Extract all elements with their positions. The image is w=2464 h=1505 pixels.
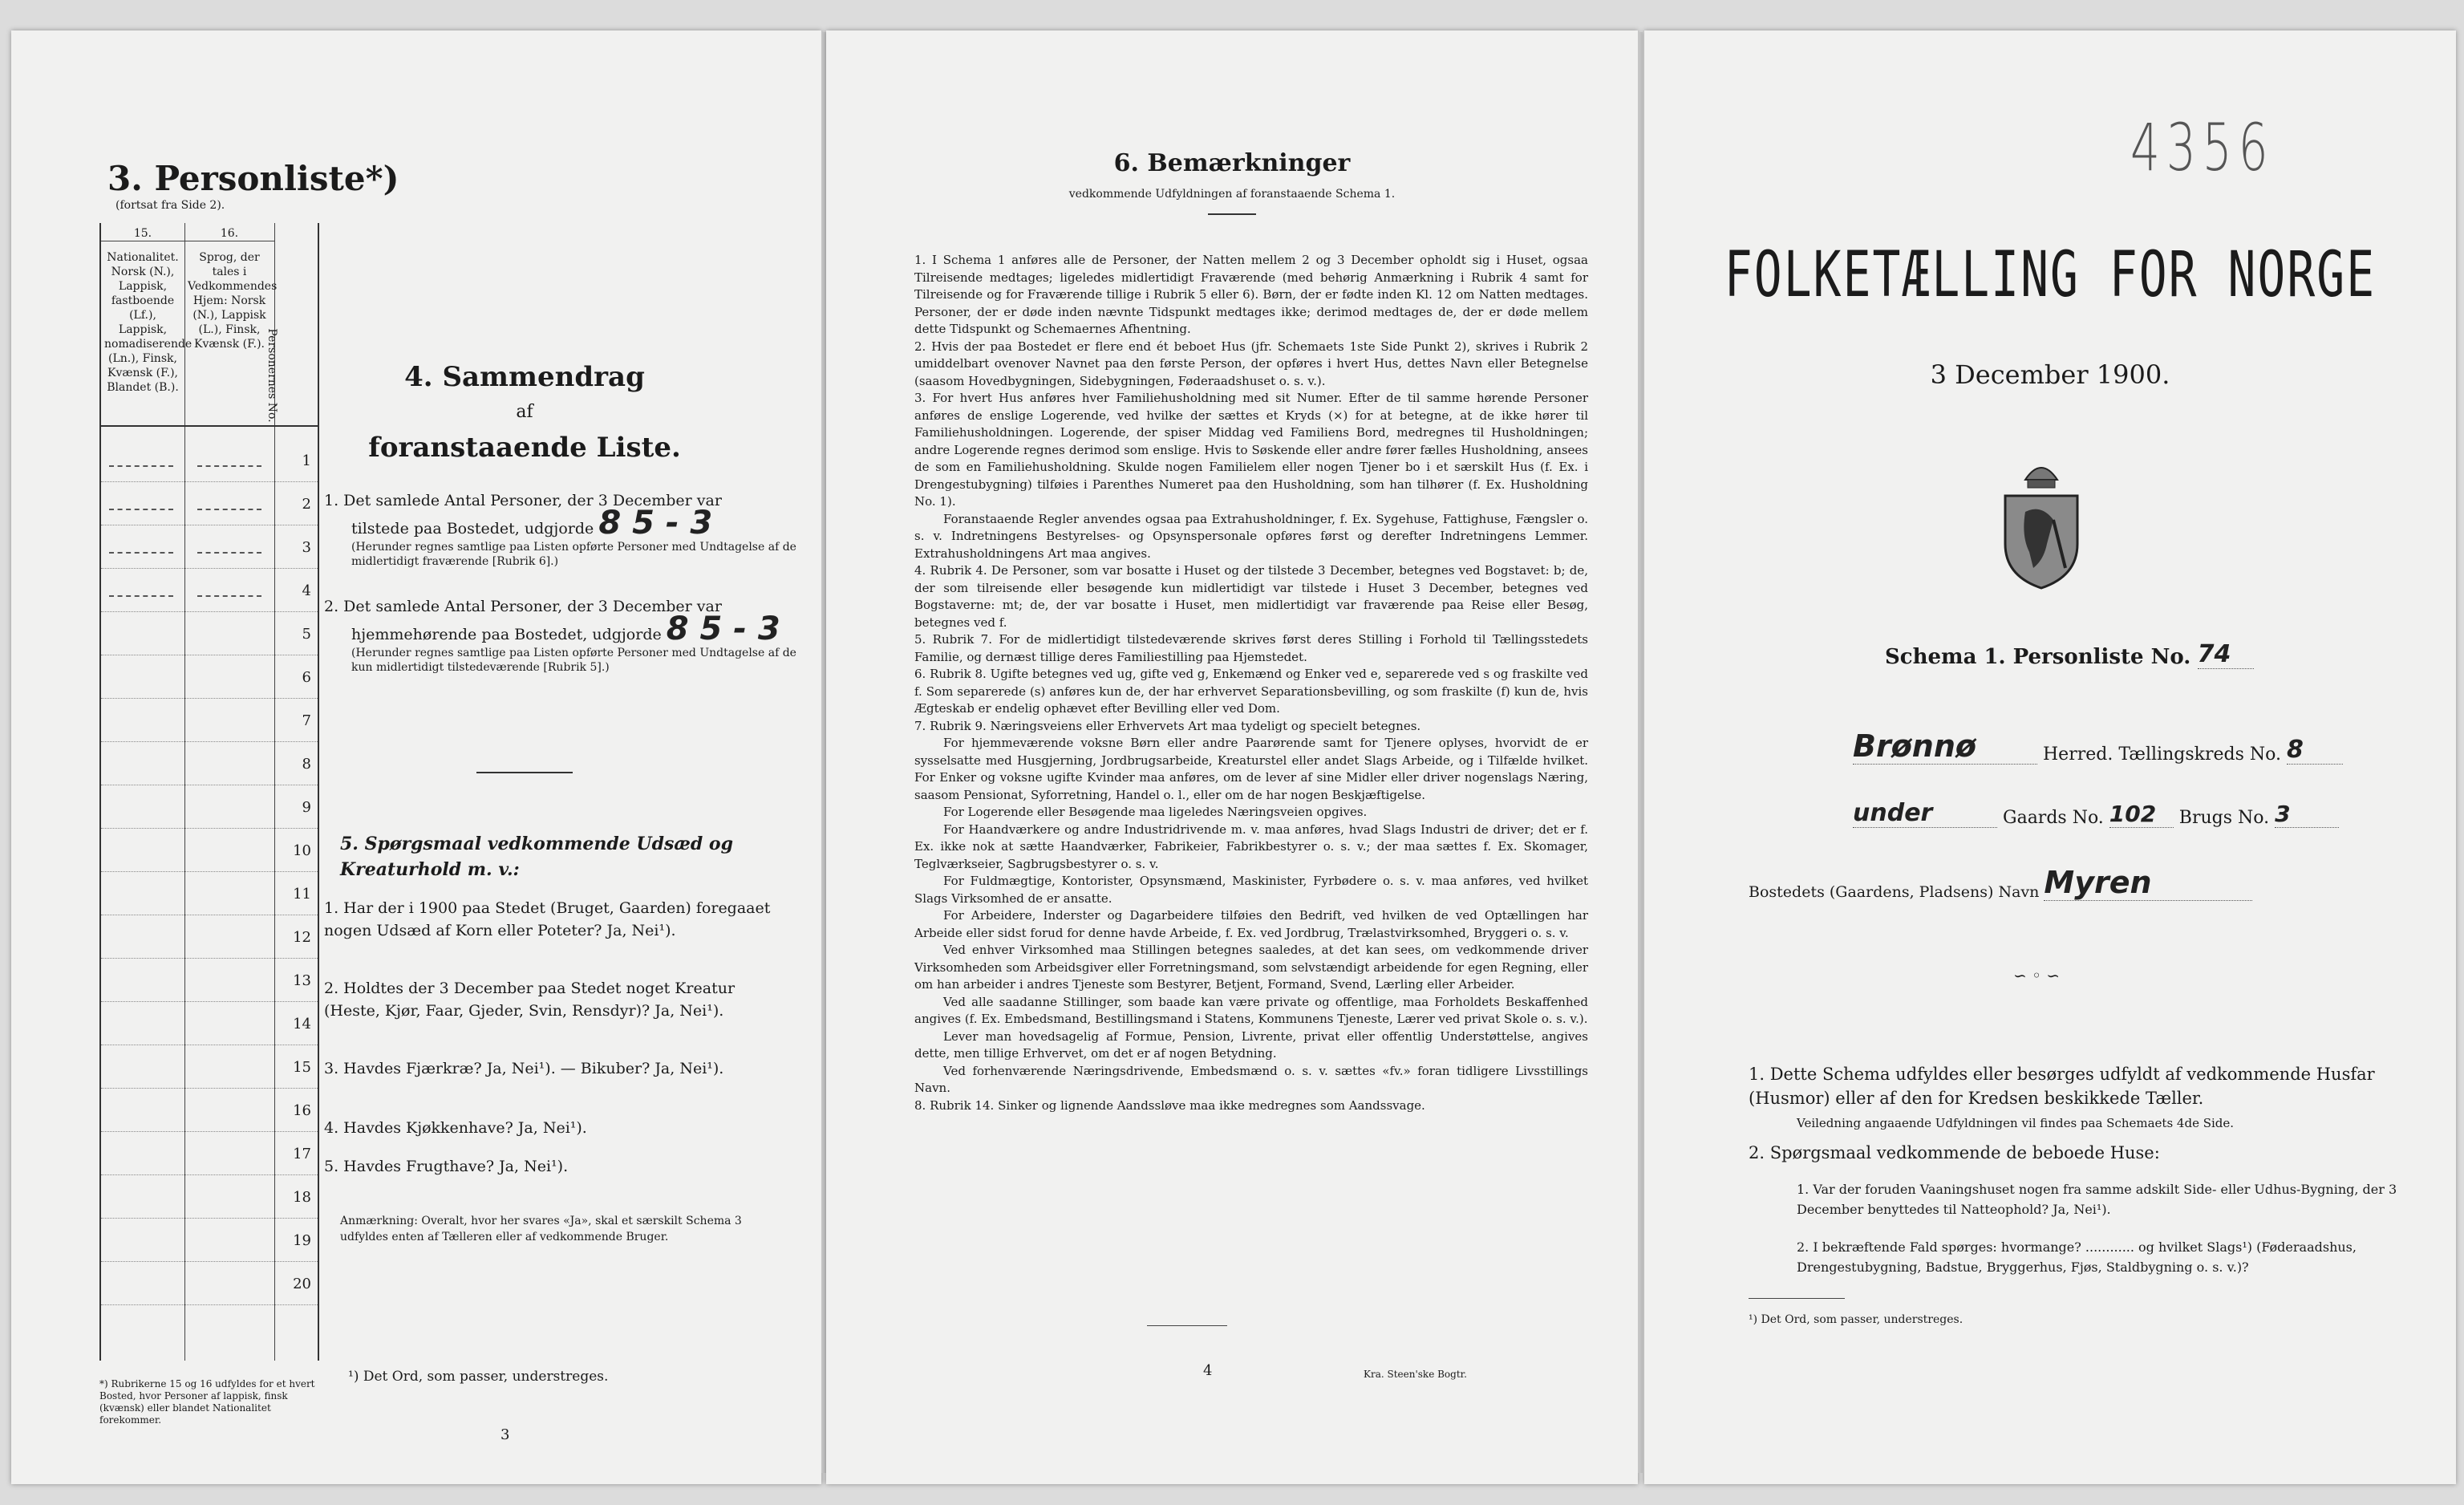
table-row: 11 — [101, 874, 318, 915]
page-number: 4 — [1203, 1362, 1213, 1379]
instruction-2-question-1: 1. Var der foruden Vaaningshuset nogen fra samme adskilt Side- eller Udhus-Bygning, der 3 December benyttedes til Natteophold? Ja, Nei¹). — [1797, 1182, 2397, 1217]
remark-paragraph: 7. Rubrik 9. Næringsveiens eller Erhvervets Art maa tydeligt og specielt betegnes. — [914, 718, 1421, 733]
table-row: 14 — [101, 1004, 318, 1045]
page-number: 3 — [500, 1426, 510, 1443]
handwritten-resident-count: 8 5 - 3 — [666, 611, 780, 647]
table-row: 9 — [101, 788, 318, 829]
table-row: 2 — [101, 485, 318, 525]
section5-question-5: 5. Havdes Frugthave? Ja, Nei¹). — [324, 1158, 569, 1175]
remark-paragraph: 5. Rubrik 7. For de midlertidigt tilstedeværende skrives først deres Stilling i Forhold til Tællingsstedets Familie, og dernæst tillige deres Familiestilling paa Hjemstedet. — [914, 632, 1588, 664]
section6-body — [914, 252, 1588, 1114]
page3-footnote: ¹) Det Ord, som passer, understreges. — [1749, 1313, 1964, 1326]
col15-header: Nationalitet. Norsk (N.), Lappisk, fastboende (Lf.), Lappisk, nomadiserende (Ln.), Finsk, Kvænsk (F.), Blandet (B.). — [104, 251, 192, 394]
table-row: 4 — [101, 571, 318, 612]
census-title: FOLKETÆLLING FOR NORGE — [1724, 237, 2377, 311]
section4-question-2: 2. Det samlede Antal Personer, der 3 December var hjemmehørende paa Bostedet, udgjorde 8 5 - 3 (Herunder regnes samtlige paa Listen opførte Personer med Undtagelse af de kun midlertidigt tilstedeværende [Rubrik 5].) — [324, 598, 796, 674]
table-row: 6 — [101, 658, 318, 699]
kreds-value: 8 — [2287, 736, 2343, 765]
page-personliste — [11, 30, 821, 1484]
col16-number: 16. — [184, 226, 274, 241]
instruction-1-note: Veiledning angaaende Udfyldningen vil findes paa Schemaets 4de Side. — [1797, 1116, 2235, 1130]
remark-paragraph: 3. For hvert Hus anføres hver Familiehusholdning med sit Numer. Efter de til samme hørende Personer anføres de enslige Logerende, ved hvilke der sættes et Kryds (×) for at betegne, at de ikke hører til Familiehusholdningen. Logerende, der spiser Middag ved Familiens Bord, medregnes til Husholdningen; andre Logerende regnes derimod som enslige. Hvis to Søskende eller andre fører fælles Husholdning, ansees de som en Familiehusholdning. Skulde nogen Familielem eller nogen Tjener bo i et særskilt Hus (f. Ex. i Drengestubygning) tilføies i Parenthes Numeret paa den Husholdning, som han tilhører (f. Ex. Husholdning No. 1). — [914, 391, 1588, 509]
section4-question-1: 1. Det samlede Antal Personer, der 3 December var tilstede paa Bostedet, udgjorde 8 5 - 3 (Herunder regnes samtlige paa Listen opførte Personer med Undtagelse af de midlertidigt fraværende [Rubrik 6].) — [324, 492, 796, 568]
divider — [476, 772, 573, 773]
remark-paragraph: For Logerende eller Besøgende maa ligeledes Næringsveien opgives. — [943, 805, 1368, 819]
remark-paragraph: Lever man hovedsagelig af Formue, Pension, Livrente, privat eller offentlig Understøttelse, angives dette, men tillige Erhvervet, om det er af nogen Betydning. — [914, 1028, 1588, 1061]
schema-line: Schema 1. Personliste No. 74 — [1885, 640, 2254, 669]
ornament-icon: ∽ ◦ ∽ — [2013, 966, 2061, 985]
table-row: 18 — [101, 1178, 318, 1219]
instruction-2: 2. Spørgsmaal vedkommende de beboede Huse: — [1749, 1143, 2160, 1162]
remark-paragraph: Ved forhenværende Næringsdrivende, Embedsmænd o. s. v. sættes «fv.» foran tidligere Livsstillings Navn. — [914, 1063, 1588, 1095]
gaards-line: under Gaards No. 102 Brugs No. 3 — [1853, 799, 2414, 828]
col15-number: 15. — [101, 226, 184, 241]
gaards-prefix: under — [1853, 799, 1997, 828]
remark-paragraph: For Arbeidere, Inderster og Dagarbeidere tilføies den Bedrift, ved hvilken de ved Optællingen har Arbeide eller sidst forud for denne havde Arbeide, f. Ex. ved Jordbrug, Trælastvirksomhed, Bryggeri o. s. v. — [914, 908, 1588, 940]
remark-paragraph: For Fuldmægtige, Kontorister, Opsynsmænd, Maskinister, Fyrbødere o. s. v. maa anføres, ved hvilket Slags Virksomhed de er ansatte. — [914, 874, 1588, 906]
anmaerkning-note: Anmærkning: Overalt, hvor her svares «Ja», skal et særskilt Schema 3 udfyldes enten af Tælleren eller af vedkommende Bruger. — [340, 1215, 742, 1243]
archive-number: 4356 — [2130, 109, 2275, 186]
table-row: 1 — [101, 441, 318, 482]
remark-paragraph: 6. Rubrik 8. Ugifte betegnes ved ug, gifte ved g, Enkemænd og Enker ved e, separerede ved s og fraskilte ved f. Som separerede (s) anføres kun de, der har erhvervet Separationsbevilling, og som fraskilte (f) kun de, hvis Ægteskab er endelig ophævet efter Bevilling eller ved Dom. — [914, 667, 1588, 716]
page-fold — [1638, 32, 1643, 1473]
table-row: 20 — [101, 1264, 318, 1305]
col16-header: Sprog, der tales i Vedkommendes Hjem: Norsk (N.), Lappisk (L.), Finsk, Kvænsk (F.). — [188, 251, 278, 351]
table-row: 10 — [101, 831, 318, 872]
divider — [1208, 213, 1256, 215]
table-row: 12 — [101, 918, 318, 959]
instruction-2-question-2: 2. I bekræftende Fald spørges: hvormange? ............ og hvilket Slags¹) (Føderaadshus, Drengestubygning, Badstue, Bryggerhus, Fjøs, Staldbygning o. s. v.)? — [1797, 1239, 2357, 1275]
table-row: 3 — [101, 528, 318, 569]
bosted-value: Myren — [2044, 865, 2252, 901]
page-cover — [1644, 30, 2456, 1484]
remark-paragraph: 1. I Schema 1 anføres alle de Personer, der Natten mellem 2 og 3 December opholdt sig i Huset, ogsaa Tilreisende medtages; ligeledes midlertidigt Fraværende (med behørig Anmærkning i Rubrik 4 samt for Tilreisende og for Fraværende tillige i Rubrik 5 eller 6). Børn, der er fødte inden Kl. 12 om Natten medtages. Personer, der er døde inden nævnte Tidspunkt medtages ikke; derimod medtages de, der er døde mellem dette Tidspunkt og Schemaernes Afhentning. — [914, 253, 1588, 336]
herred-line: Brønnø Herred. Tællingskreds No. 8 — [1853, 728, 2414, 765]
remark-paragraph: 2. Hvis der paa Bostedet er flere end ét beboet Hus (jfr. Schemaets 1ste Side Punkt 2), skrives i Rubrik 2 umiddelbart ovenover Navnet paa den første Person, der opføres i hvert Hus, dettes Navn eller Betegnelse (saasom Hovedbygningen, Sidebygningen, Føderaadshuset o. s. v.). — [914, 339, 1588, 388]
handwritten-present-count: 8 5 - 3 — [598, 505, 713, 542]
table-header — [101, 223, 318, 427]
table-row: 19 — [101, 1221, 318, 1262]
table-row: 17 — [101, 1134, 318, 1175]
table-row: 16 — [101, 1091, 318, 1132]
remark-paragraph: Ved alle saadanne Stillinger, som baade kan være private og offentlige, maa Forholdets Beskaffenhed angives (f. Ex. Embedsmand, Bestillingsmand i Statens, Kommunens Tjeneste, Lærer ved privat Skole o. s. v.). — [914, 994, 1588, 1026]
personliste-subtitle: (fortsat fra Side 2). — [116, 199, 225, 212]
personliste-number: 74 — [2198, 640, 2254, 669]
section5-question-1: 1. Har der i 1900 paa Stedet (Bruget, Gaarden) foregaaet nogen Udsæd af Korn eller Poteter? Ja, Nei¹). — [324, 899, 771, 939]
section5-title: 5. Spørgsmaal vedkommende Udsæd og Kreaturhold m. v.: — [340, 834, 733, 880]
remark-paragraph: 4. Rubrik 4. De Personer, som var bosatte i Huset og der tilstede 3 December, betegnes ved Bogstavet: b; de, der som tilreisende eller besøgende kun midlertidigt var tilstede i Huset 3 December, betegnes ved Bogstaverne: mt; de, der var bosatte i Huset, men midlertidigt var fraværende paa Reise eller Besøg, betegnes ved f. — [914, 563, 1588, 630]
divider — [1749, 1298, 1845, 1299]
remark-paragraph: For Haandværkere og andre Industridrivende m. v. maa anføres, hvad Slags Industri de driver; det er f. Ex. ikke nok at sætte Haandværker, Fabrikeier, Fabrikbestyrer o. s. v.; der maa sættes f. Ex. Skomager, Teglværkseier, Sagbrugsbestyrer o. s. v. — [914, 821, 1588, 871]
table-row: 7 — [101, 701, 318, 742]
page-bemaerkninger — [826, 30, 1638, 1484]
personliste-title: 3. Personliste*) — [107, 159, 399, 198]
divider — [1147, 1325, 1227, 1326]
personliste-table — [99, 223, 319, 1361]
section6-title: 6. Bemærkninger — [1113, 149, 1351, 177]
remark-paragraph: 8. Rubrik 14. Sinker og lignende Aandssløve maa ikke medregnes som Aandssvage. — [914, 1097, 1425, 1113]
col-personnr-header: Personernes No. — [265, 328, 278, 423]
coat-of-arms-icon — [1997, 448, 2085, 592]
herred-value: Brønnø — [1853, 728, 2037, 765]
instruction-1: 1. Dette Schema udfyldes eller besørges udfyldt af vedkommende Husfar (Husmor) eller af den for Kredsen beskikkede Tæller. — [1749, 1065, 2375, 1108]
section5-question-4: 4. Havdes Kjøkkenhave? Ja, Nei¹). — [324, 1119, 587, 1137]
remark-paragraph: Foranstaaende Regler anvendes ogsaa paa Extrahusholdninger, f. Ex. Sygehuse, Fattighuse, Fængsler o. s. v. Indretningens Bestyrelses- og Opsynspersonale opføres først og derefter Indretningens Lemmer. Extrahusholdningens Art maa angives. — [914, 511, 1588, 561]
bosted-line: Bostedets (Gaardens, Pladsens) Navn Myren — [1749, 865, 2414, 901]
section5-question-3: 3. Havdes Fjærkræ? Ja, Nei¹). — Bikuber? Ja, Nei¹). — [324, 1060, 724, 1077]
gaards-value: 102 — [2109, 801, 2174, 828]
table-row: 5 — [101, 615, 318, 655]
table-row: 8 — [101, 744, 318, 785]
section5-question-2: 2. Holdtes der 3 December paa Stedet noget Kreatur (Heste, Kjør, Faar, Gjeder, Svin, Rensdyr)? Ja, Nei¹). — [324, 980, 736, 1020]
remark-paragraph: For hjemmeværende voksne Børn eller andre Paarørende samt for Tjenere oplyses, hvorvidt de er sysselsatte med Husgjerning, Jordbrugsarbeide, Kreaturstel eller andet Slags Arbeide, og i Tilfælde hvilket. For Enker og voksne ugifte Kvinder maa anføres, om de lever af sine Midler eller driver nogenslags Næring, saasom Pensionat, Syforretning, Handel o. l., eller om de har nogen Beskjæftigelse. — [914, 736, 1588, 802]
table-row: 13 — [101, 961, 318, 1002]
section6-subtitle: vedkommende Udfyldningen af foranstaaende Schema 1. — [1068, 188, 1396, 201]
section4-title: 4. Sammendrag af foranstaaende Liste. — [368, 361, 681, 464]
printer-imprint: Kra. Steen'ske Bogtr. — [1364, 1369, 1467, 1380]
table-row: 15 — [101, 1048, 318, 1089]
remark-paragraph: Ved enhver Virksomhed maa Stillingen betegnes saaledes, at det kan sees, om vedkommende driver Virksomheden som Arbeidsgiver eller Forretningsmand, som selvstændigt arbeidende for egen Regning, eller om han arbeider i andres Tjeneste som Bestyrer, Betjent, Formand, Svend, Lærling eller Arbeider. — [914, 943, 1588, 992]
page1-footnote: ¹) Det Ord, som passer, understreges. — [348, 1369, 609, 1385]
personliste-footnote: *) Rubrikerne 15 og 16 udfyldes for et hvert Bosted, hvor Personer af lappisk, finsk (kvænsk) eller blandet Nationalitet forekommer. — [99, 1378, 315, 1426]
census-date: 3 December 1900. — [1930, 359, 2170, 390]
brugs-value: 3 — [2275, 801, 2339, 828]
